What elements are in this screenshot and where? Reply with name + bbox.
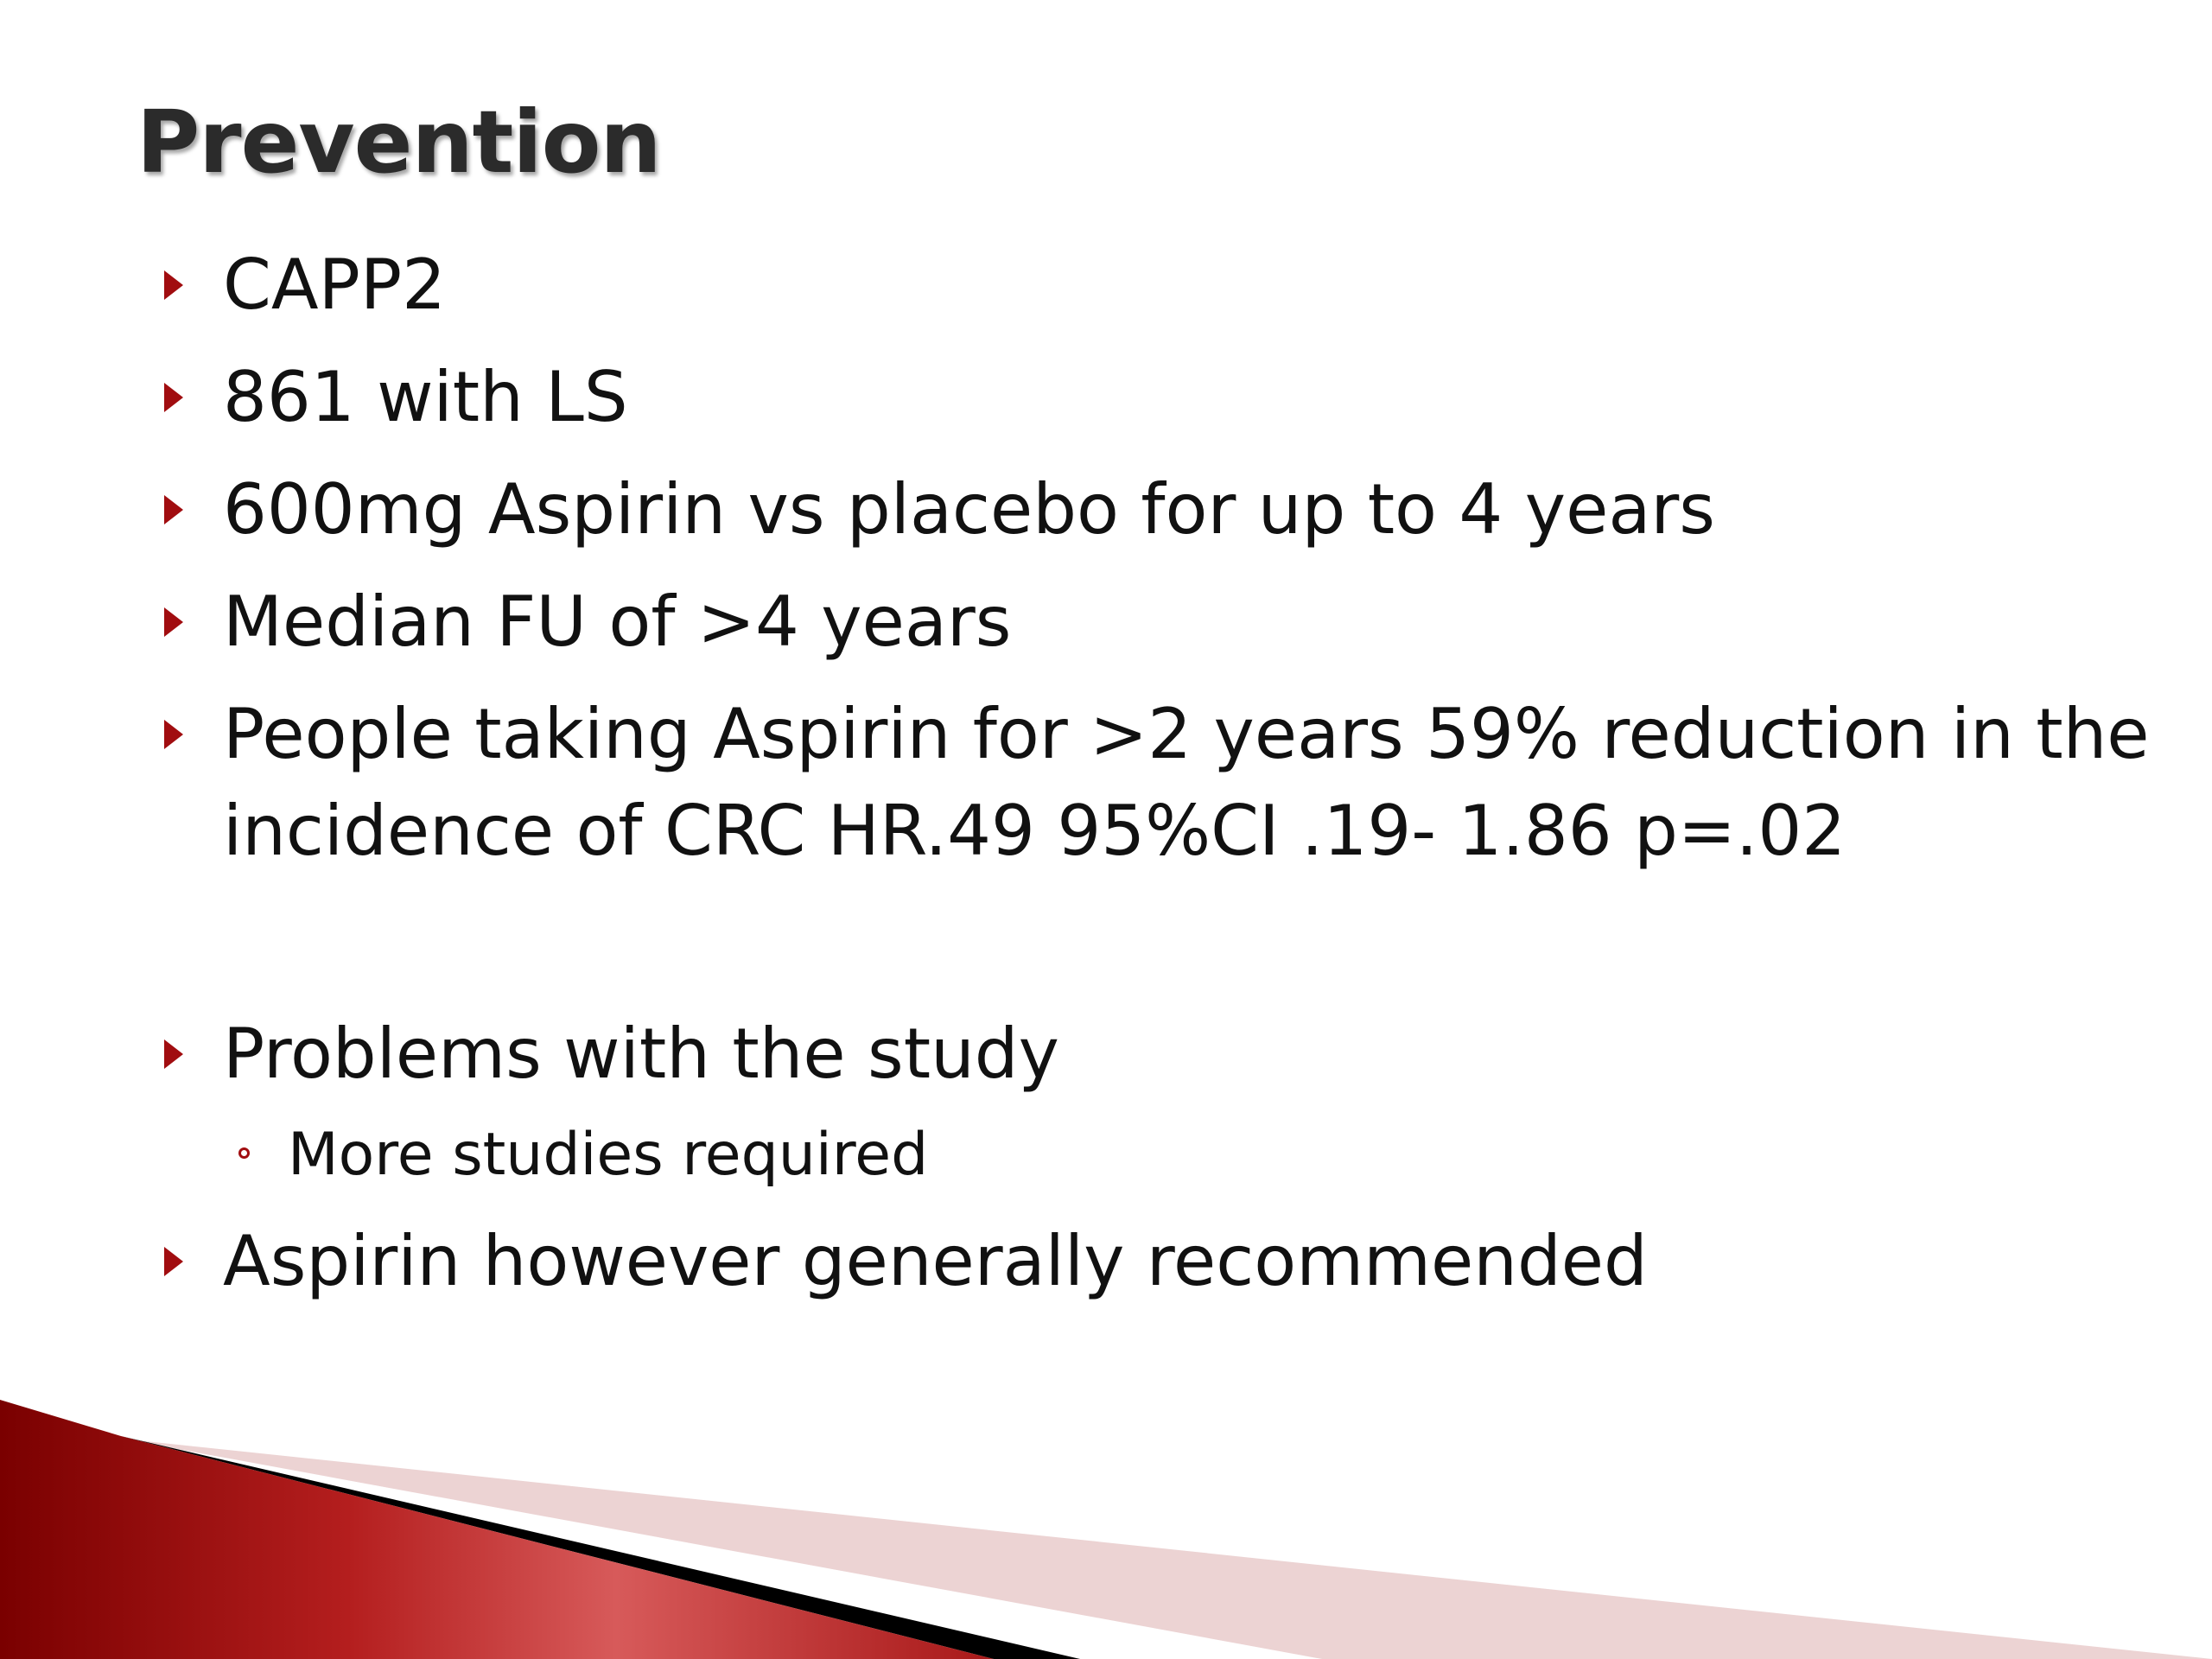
slide-title: Prevention [137,92,661,193]
bullet-text: Median FU of >4 years [223,582,1012,662]
bullet-item-problems [223,1006,1059,1103]
bullet-item-600mg [223,461,1715,558]
bullet-text: 861 with LS [223,357,628,437]
triangle-right-icon [164,383,183,412]
triangle-right-icon [164,607,183,637]
bullet-item-861 [223,349,628,446]
triangle-right-icon [164,1247,183,1276]
triangle-right-icon [164,720,183,749]
decor-black-wedge [121,1436,1080,1659]
bullet-item-people [223,686,2150,880]
bullet-text-line-1: People taking Aspirin for >2 years 59% reduction in the [223,694,2150,774]
triangle-right-icon [164,495,183,524]
bullet-item-median [223,574,1011,671]
triangle-right-icon [164,270,183,300]
bullet-text: 600mg Aspirin vs placebo for up to 4 years [223,469,1715,550]
bullet-text-line-2: incidence of CRC HR.49 95%CI .19- 1.86 p=.02 [223,791,1847,871]
sub-bullet-text: More studies required [288,1121,929,1189]
hollow-circle-icon [238,1147,250,1159]
sub-bullet-item-more-studies [288,1116,928,1194]
bullet-text: Aspirin however generally recommended [223,1221,1648,1301]
decor-red-wedge [0,1400,994,1659]
bullet-item-capp2 [223,237,446,334]
bullet-text: Problems with the study [223,1014,1059,1094]
decor-pink-wedge [121,1439,2212,1659]
triangle-right-icon [164,1039,183,1069]
bullet-item-aspirin-recommended [223,1213,1648,1310]
bullet-text: CAPP2 [223,245,446,325]
